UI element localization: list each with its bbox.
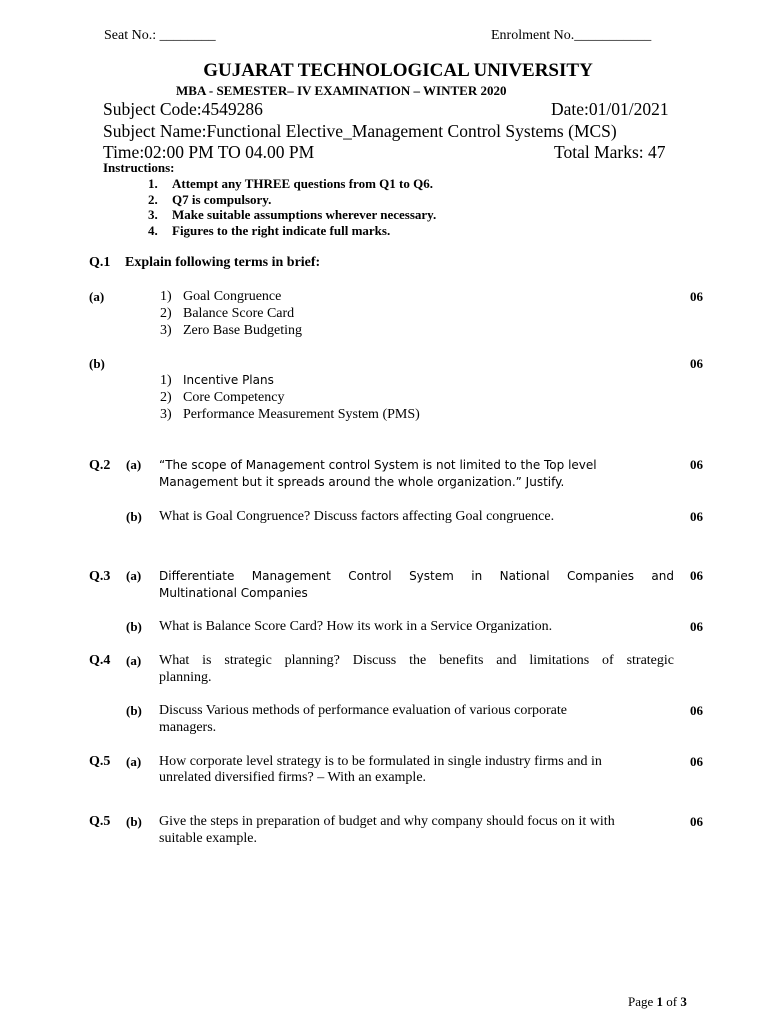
question-text: Management but it spreads around the whole organization.” Justify. bbox=[159, 475, 565, 489]
page-total: 3 bbox=[680, 994, 687, 1009]
instruction-text: Make suitable assumptions wherever necessary. bbox=[172, 207, 437, 222]
question-number: Q.2 bbox=[89, 458, 111, 473]
instruction-number: 1. bbox=[148, 176, 158, 191]
question-heading: Explain following terms in brief: bbox=[125, 255, 321, 270]
part-label: (a) bbox=[89, 289, 105, 304]
term-number: 3) bbox=[160, 407, 172, 422]
term-text: Zero Base Budgeting bbox=[183, 323, 302, 338]
part-label: (b) bbox=[126, 509, 142, 524]
university-name: GUJARAT TECHNOLOGICAL UNIVERSITY bbox=[203, 60, 593, 81]
instruction-number: 3. bbox=[148, 207, 158, 222]
part-label: (b) bbox=[126, 814, 142, 829]
term-text: Core Competency bbox=[183, 390, 285, 405]
page-number: 1 bbox=[656, 994, 664, 1009]
question-text: managers. bbox=[159, 720, 217, 735]
marks: 06 bbox=[690, 814, 703, 829]
term-number: 3) bbox=[160, 323, 172, 338]
part-label: (a) bbox=[126, 653, 142, 668]
question-text: Differentiate Management Control System in National Companies and bbox=[159, 569, 674, 583]
marks: 06 bbox=[690, 509, 703, 524]
question-number: Q.1 bbox=[89, 255, 111, 270]
question-text: “The scope of Management control System is not limited to the Top level bbox=[159, 458, 597, 472]
page-indicator bbox=[628, 994, 687, 1010]
marks: 06 bbox=[690, 457, 703, 472]
of-word: of bbox=[666, 994, 678, 1009]
instructions-heading: Instructions: bbox=[103, 160, 175, 175]
question-text: Give the steps in preparation of budget and why company should focus on it with bbox=[159, 814, 615, 829]
term-number: 2) bbox=[160, 306, 172, 321]
instruction-text: Attempt any THREE questions from Q1 to Q6. bbox=[172, 176, 433, 191]
marks: 06 bbox=[690, 703, 703, 718]
subject-name: Subject Name:Functional Elective_Management Control Systems (MCS) bbox=[103, 121, 617, 141]
question-number: Q.5 bbox=[89, 754, 111, 769]
exam-time: Time:02:00 PM TO 04.00 PM bbox=[103, 142, 315, 162]
question-text: planning. bbox=[159, 670, 212, 685]
enrolment-number-field: Enrolment No.___________ bbox=[491, 28, 652, 43]
question-text: What is strategic planning? Discuss the benefits and limitations of strategic bbox=[159, 653, 674, 668]
total-marks: Total Marks: 47 bbox=[554, 142, 666, 162]
marks: 06 bbox=[690, 754, 703, 769]
question-text: What is Balance Score Card? How its work in a Service Organization. bbox=[159, 619, 553, 634]
part-label: (a) bbox=[126, 457, 142, 472]
instruction-text: Figures to the right indicate full marks. bbox=[172, 223, 391, 238]
part-label: (b) bbox=[126, 619, 142, 634]
question-number: Q.3 bbox=[89, 569, 111, 584]
term-number: 1) bbox=[160, 373, 172, 388]
question-text: suitable example. bbox=[159, 831, 257, 846]
term-text: Performance Measurement System (PMS) bbox=[183, 407, 420, 422]
question-text: Multinational Companies bbox=[159, 586, 308, 600]
question-text: How corporate level strategy is to be formulated in single industry firms and in bbox=[159, 754, 602, 769]
question-number: Q.4 bbox=[89, 653, 111, 668]
marks: 06 bbox=[690, 568, 703, 583]
marks: 06 bbox=[690, 356, 703, 371]
question-text: unrelated diversified firms? – With an example. bbox=[159, 770, 427, 785]
seat-number-field: Seat No.: ________ bbox=[104, 28, 216, 43]
exam-date: Date:01/01/2021 bbox=[551, 99, 669, 119]
part-label: (a) bbox=[126, 754, 142, 769]
exam-title: MBA - SEMESTER– IV EXAMINATION – WINTER 2020 bbox=[176, 83, 507, 98]
question-text: What is Goal Congruence? Discuss factors affecting Goal congruence. bbox=[159, 509, 555, 524]
term-number: 2) bbox=[160, 390, 172, 405]
part-label: (a) bbox=[126, 568, 142, 583]
page-word: Page bbox=[628, 994, 654, 1009]
marks: 06 bbox=[690, 619, 703, 634]
question-number: Q.5 bbox=[89, 814, 111, 829]
subject-code: Subject Code:4549286 bbox=[103, 99, 263, 119]
marks: 06 bbox=[690, 289, 703, 304]
term-text: Goal Congruence bbox=[183, 289, 282, 304]
instruction-text: Q7 is compulsory. bbox=[172, 192, 272, 207]
question-text: Discuss Various methods of performance evaluation of various corporate bbox=[159, 703, 567, 718]
part-label: (b) bbox=[89, 356, 105, 371]
part-label: (b) bbox=[126, 703, 142, 718]
instruction-number: 2. bbox=[148, 192, 158, 207]
term-number: 1) bbox=[160, 289, 172, 304]
instruction-number: 4. bbox=[148, 223, 158, 238]
term-text: Incentive Plans bbox=[183, 373, 274, 387]
term-text: Balance Score Card bbox=[183, 306, 295, 321]
